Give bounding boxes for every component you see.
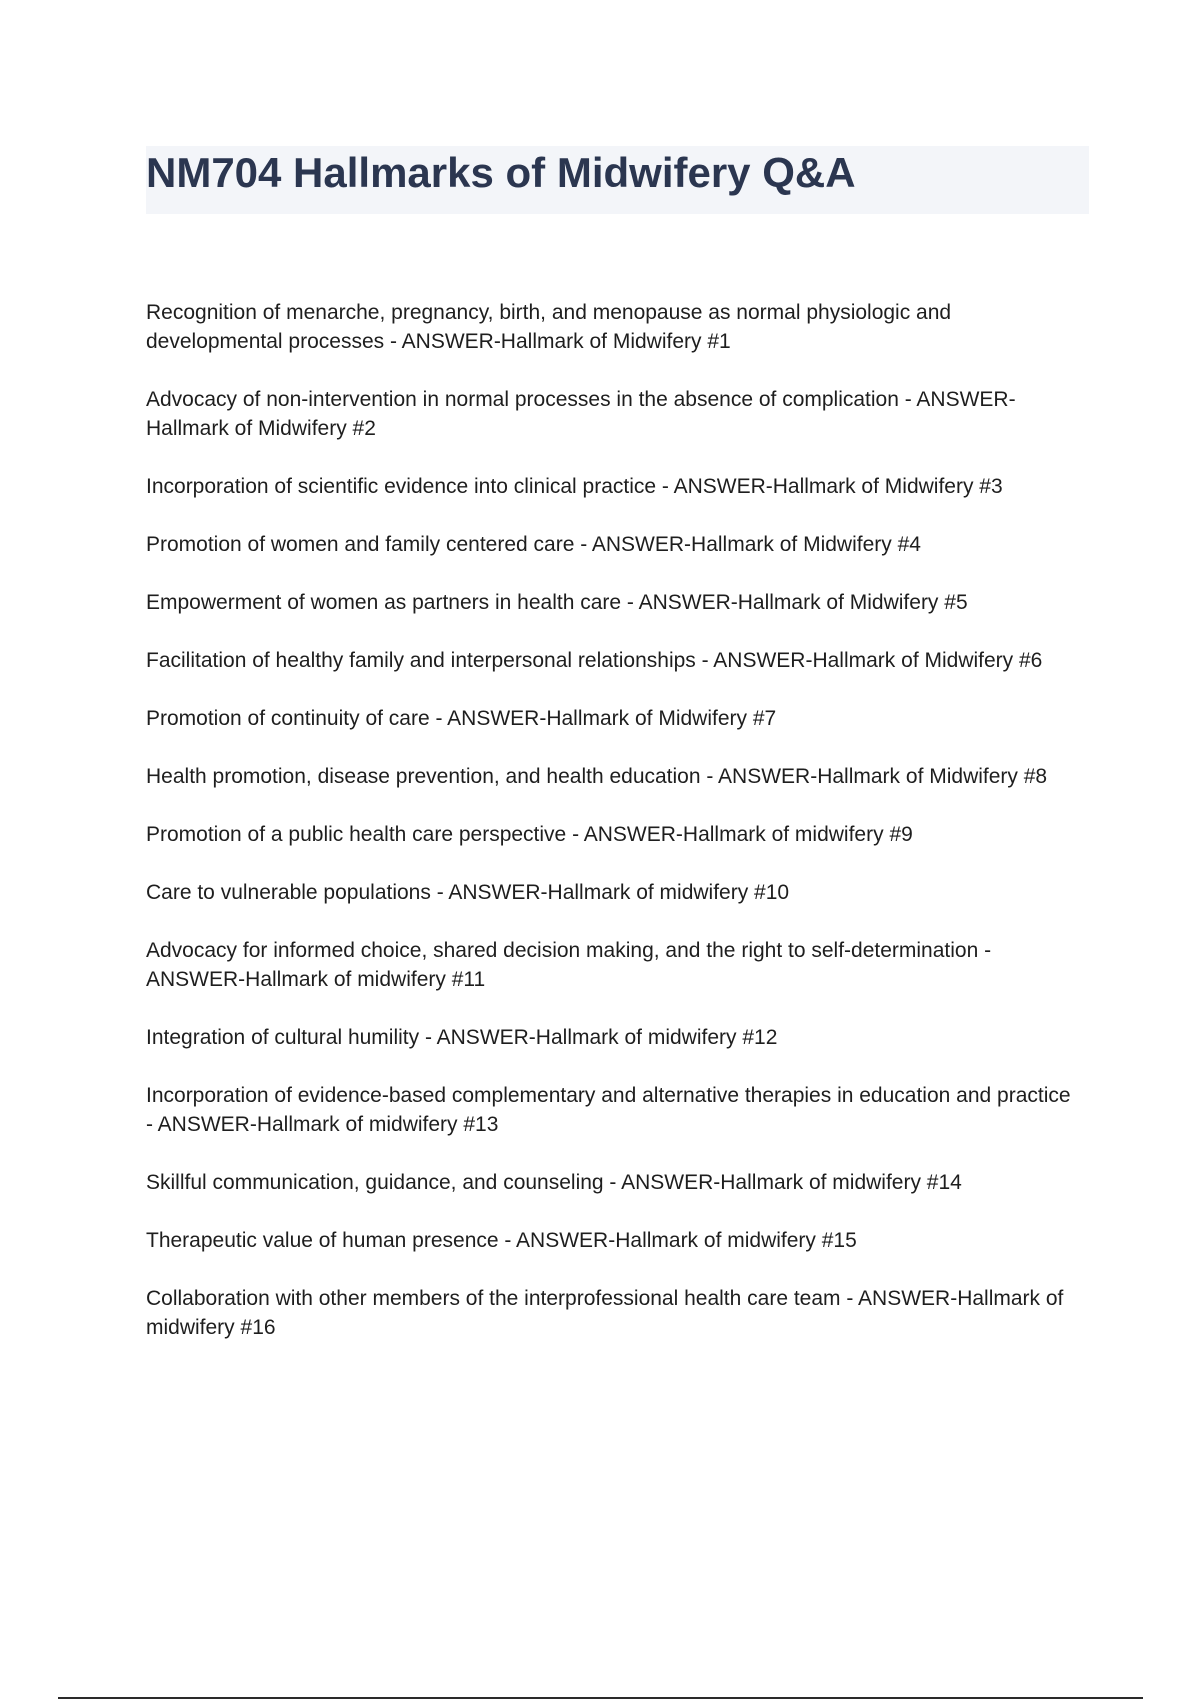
qa-item: Promotion of a public health care perspective - ANSWER-Hallmark of midwifery #9: [146, 823, 913, 846]
qa-item: Health promotion, disease prevention, and health education - ANSWER-Hallmark of Midwifery #8: [146, 765, 1048, 788]
qa-item: Advocacy of non-intervention in normal processes in the absence of complication - ANSWER-Hallmark of Midwifery #2: [146, 388, 1016, 440]
qa-item: Skillful communication, guidance, and counseling - ANSWER-Hallmark of midwifery #14: [146, 1171, 962, 1194]
qa-item: Therapeutic value of human presence - ANSWER-Hallmark of midwifery #15: [146, 1229, 857, 1252]
qa-item: Promotion of women and family centered care - ANSWER-Hallmark of Midwifery #4: [146, 533, 921, 556]
qa-item: Recognition of menarche, pregnancy, birth, and menopause as normal physiologic and developmental processes - ANSWER-Hallmark of Midwifery #1: [146, 301, 952, 353]
qa-list: [146, 298, 1076, 1371]
qa-item: Empowerment of women as partners in health care - ANSWER-Hallmark of Midwifery #5: [146, 591, 968, 614]
qa-item: Facilitation of healthy family and interpersonal relationships - ANSWER-Hallmark of Midwifery #6: [146, 649, 1043, 672]
qa-item: Incorporation of evidence-based complementary and alternative therapies in education and practice - ANSWER-Hallmark of midwifery #13: [146, 1084, 1071, 1136]
qa-item: Promotion of continuity of care - ANSWER-Hallmark of Midwifery #7: [146, 707, 777, 730]
page-title: NM704 Hallmarks of Midwifery Q&A: [146, 149, 856, 196]
qa-item: Advocacy for informed choice, shared decision making, and the right to self-determination - ANSWER-Hallmark of midwifery #11: [146, 939, 992, 991]
qa-item: Integration of cultural humility - ANSWER-Hallmark of midwifery #12: [146, 1026, 778, 1049]
qa-item: Incorporation of scientific evidence into clinical practice - ANSWER-Hallmark of Midwifery #3: [146, 475, 1003, 498]
qa-item: Care to vulnerable populations - ANSWER-Hallmark of midwifery #10: [146, 881, 790, 904]
qa-item: Collaboration with other members of the interprofessional health care team - ANSWER-Hallmark of midwifery #16: [146, 1287, 1064, 1339]
footer-rule: [58, 1697, 1143, 1699]
